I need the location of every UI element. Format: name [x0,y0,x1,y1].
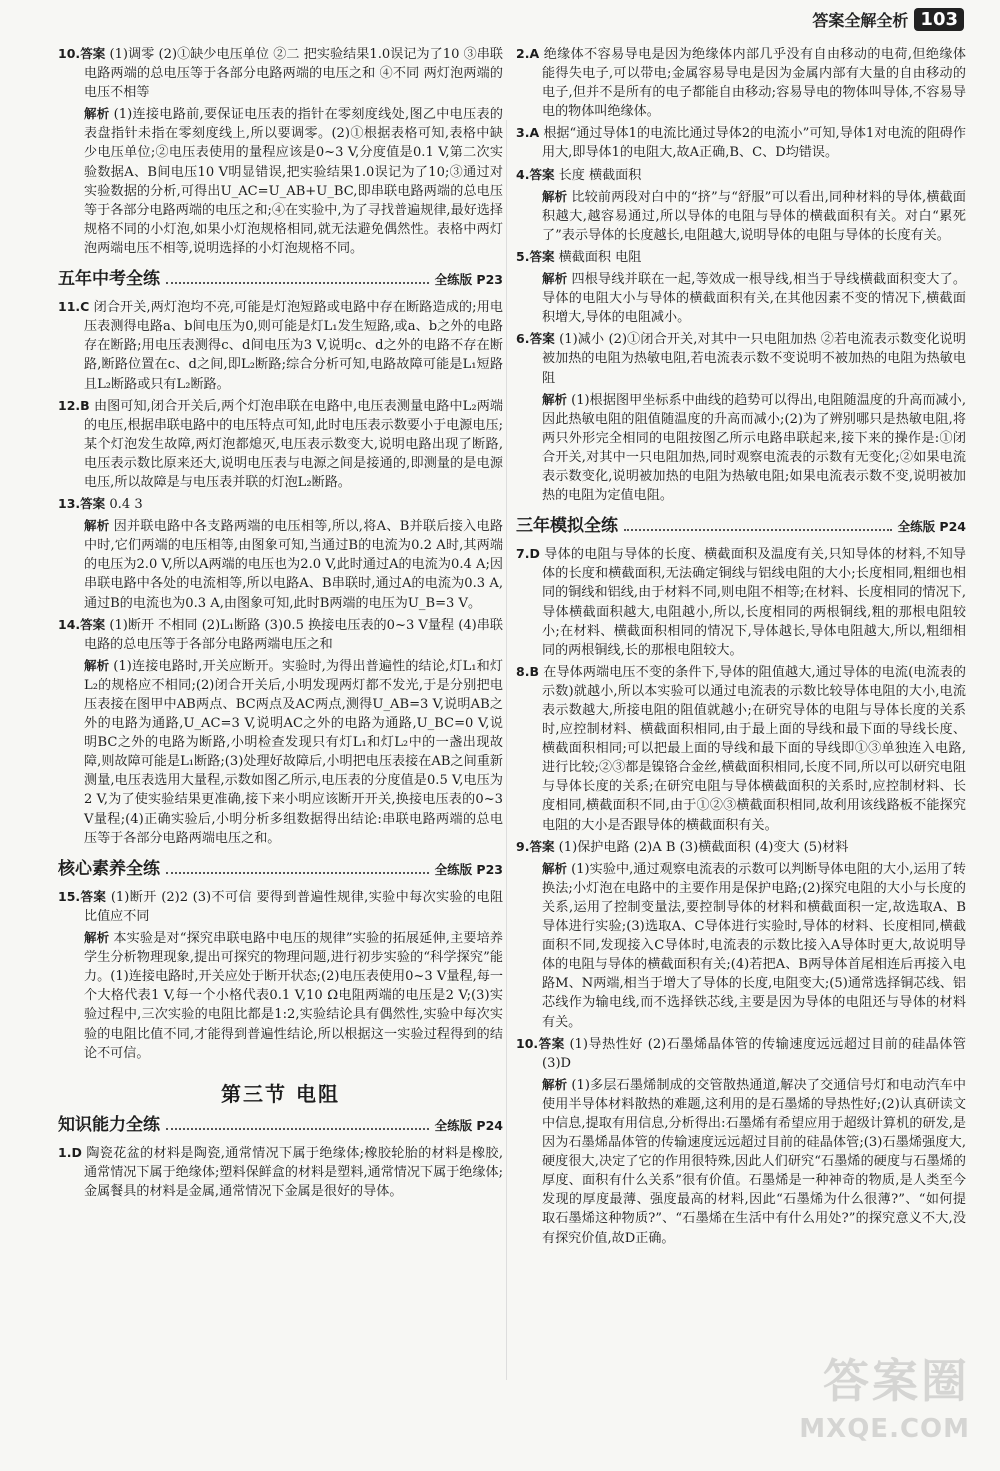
question-4-answer: 4.答案 长度 横截面积 [516,166,642,183]
left-column [58,44,503,1203]
question-10-right-explanation: 解析 (1)多层石墨烯制成的交管散热通道,解决了交通信号灯和电动汽车中使用半导体材料散热的难题,这利用的是石墨烯的导热性好;(2)认真研读文中信息,提取有用信息,分析得出:石墨烯有希望应用于超级计算机的研发,是因为石墨烯晶体管的传输速度远远超过目前的硅晶体管;(3)石墨烯强度大,硬度很大,决定了它的作用很特殊,因此人们研究“石墨烯的硬度与石墨烯的厚度、面积有什么关系”很有价值。石墨烯是一种神奇的物质,是人类至今发现的厚度最薄、强度最高的材料,因此“石墨烯为什么很薄?”、“如何提取石墨烯这种物质?”、“石墨烯在生活中有什么用处?”的探究意义不大,没有探究价值,故D正确。 [542,1076,966,1246]
question-9-answer: 9.答案 (1)保护电路 (2)A B (3)横截面积 (4)变大 (5)材料 [516,838,849,855]
page-header [812,8,964,31]
question-10-explanation: 解析 (1)连接电路前,要保证电压表的指针在零刻度线处,图乙中电压表的表盘指针未指在零刻度线上,所以要调零。(2)①根据表格可知,表格中缺少电压单位;②电压表使用的量程应该是0~3 V,分度值是0.1 V,第二次实验数据A、B间电压10 V明显错误,把实验结果1.0误记为了10;③通过对实验数据的分析,可得出U_AC=U_AB+U_BC,即串联电路两端的总电压等于各部分电路两端的电压之和;④在实验中,为了寻找普遍规律,最好选择规格不同的小灯泡,如果小灯泡规格相同,就无法避免偶然性。表格中两灯泡两端电压不相等,说明选择的小灯泡规格不同。 [84,106,503,256]
question-10-right-answer: 10.答案 (1)导热性好 (2)石墨烯晶体管的传输速度远远超过目前的硅晶体管 (3)D [516,1035,966,1071]
question-12: 12.B 由图可知,闭合开关后,两个灯泡串联在电路中,电压表测量电路中L₂两端的电压,根据串联电路中的电压特点可知,此时电压表示数要小于电源电压;某个灯泡发生故障,两灯泡都熄灭,电压表示数变大,说明电路出现了断路,电压表示数比原来还大,说明电压表与电源之间是接通的,即测量的是电源电压,所以故障是与电压表并联的灯泡L₂断路。 [58,397,503,490]
question-15-answer: 15.答案 (1)断开 (2)2 (3)不可信 要得到普遍性规律,实验中每次实验的电阻比值应不同 [58,888,503,924]
question-8: 8.B 在导体两端电压不变的条件下,导体的阻值越大,通过导体的电流(电流表的示数)就越小,所以本实验可以通过电流表的示数比较导体电阻的大小,电流表示数越大,所接电阻的阻值就越小;在研究导体的电阻与导体长度的关系时,应控制材料、横截面积相同,由于最上面的导线和最下面的导线长度、横截面积相同;可以把最上面的导线和最下面的导线即①③单独连入电路,进行比较;②③都是镍铬合金丝,横截面积相同,长度不同,所以可以研究电阻与导体长度的关系;在研究电阻与导体横截面积的关系时,应控制材料、长度相同,横截面积不同,由于①②③横截面积相同,故利用该线路板不能探究电阻的大小是否跟导体的横截面积有关。 [516,663,966,833]
question-3: 3.A 根据“通过导体1的电流比通过导体2的电流小”可知,导体1对电流的阻碍作用大,即导体1的电阻大,故A正确,B、C、D均错误。 [516,125,966,161]
question-5-explanation: 解析 四根导线并联在一起,等效成一根导线,相当于导线横截面积变大了。导体的电阻大小与导体的横截面积有关,在其他因素不变的情况下,横截面积增大,导体的电阻减小。 [542,271,966,326]
watermark-logo: 答案圈 MXQE.COM [799,1354,970,1444]
column-divider [506,120,507,1380]
page-number: 103 [914,8,964,31]
question-7: 7.D 导体的电阻与导体的长度、横截面积及温度有关,只知导体的材料,不知导体的长度和横截面积,无法确定铜线与铝线电阻的大小;长度相同,粗细也相同的铜线和铝线,由于材料不同,则电阻不相等;在材料、长度相同的情况下,导体横截面积越大,电阻越小,所以,长度相同的两根铜线,粗的那根电阻较小;在材料、横截面积相同的情况下,导体越长,导体电阻越大,所以,粗细相同的两根铜线,长的那根电阻较大。 [516,546,966,658]
question-15-explanation: 解析 本实验是对“探究串联电路中电压的规律”实验的拓展延伸,主要培养学生分析物理现象,提出可探究的物理问题,进行初步实验的“科学探究”能力。(1)连接电路时,开关应处于断开状态;(2)电压表使用0~3 V量程,每一个大格代表1 V,每一个小格代表0.1 V,10 Ω电阻两端的电压是2 V;(3)实验过程中,三次实验的电阻比都是1:2,实验结论具有偶然性,实验中每次实验的电阻比值不同,才能得到普遍性结论,所以根据这一实验过程得到的结论不可信。 [84,930,503,1061]
question-14-answer: 14.答案 (1)断开 不相同 (2)L₁断路 (3)0.5 换接电压表的0~3 V量程 (4)串联电路的总电压等于各部分电路两端电压之和 [58,616,503,652]
chapter-title: 第三节 电阻 [221,1081,340,1106]
question-13-explanation: 解析 因并联电路中各支路两端的电压相等,所以,将A、B并联后接入电路中时,它们两端的电压相等,由图象可知,当通过B的电流为0.2 A时,其两端的电压为2.0 V,所以A两端的电压也为2.0 V,此时通过A的电流为0.4 A;因串联电路中各处的电流相等,所以电路A、B串联时,通过A的电流为0.3 A,通过B的电流也为0.3 A,由图象可知,此时B两端的电压为U_B=3 V。 [84,518,503,611]
question-10-answer: 10.答案 (1)调零 (2)①缺少电压单位 ②二 把实验结果1.0误记为了10 ③串联电路两端的总电压等于各部分电路两端的电压之和 ④不同 两灯泡两端的电压不相等 [58,46,503,101]
section-header-core-literacy: 核心素养全练 全练版 P23 [58,858,503,879]
right-column [516,44,966,1250]
question-14-explanation: 解析 (1)连接电路时,开关应断开。实验时,为得出普遍性的结论,灯L₁和灯L₂的规格应不相同;(2)闭合开关后,小明发现两灯都不发光,于是分别把电压表接在图甲中AB两点、BC两点及AC两点,测得U_AB=3 V,说明AB之外的电路为通路,U_AC=3 V,说明AC之外的电路为通路,U_BC=0 V,说明BC之外的电路为断路,小明检查发现只有灯L₁和灯L₂中的一盏出现故障,则故障可能是L₁断路;(3)处理好故障后,小明把电压表接在AB之间重新测量,电压表选用大量程,示数如图乙所示,电压表的分度值是0.5 V,电压为2 V,为了使实验结果更准确,接下来小明应该断开开关,换接电压表的0~3 V量程;(4)正确实验后,小明分析多组数据得出结论:串联电路两端的总电压等于各部分电路两端电压之和。 [84,657,503,846]
header-title: 答案全解全析 [812,11,909,30]
question-11: 11.C 闭合开关,两灯泡均不亮,可能是灯泡短路或电路中存在断路造成的;用电压表测得电路a、b间电压为0,则可能是灯L₁发生短路,或a、b之外的电路存在断路;用电压表测得c、d间电压为3 V,说明c、d之外的电路不存在断路,断路位置在c、d之间,即L₂断路;综合分析可知,电路故障可能是L₁短路且L₂断路或只有L₂断路。 [58,299,504,392]
section-header-five-year: 五年中考全练 全练版 P23 [58,269,503,290]
question-5-answer: 5.答案 横截面积 电阻 [516,248,642,265]
question-9-explanation: 解析 (1)实验中,通过观察电流表的示数可以判断导体电阻的大小,运用了转换法;小灯泡在电路中的主要作用是保护电路;(2)探究电阻的大小与长度的关系,运用了控制变量法,要控制导体的材料和横截面积一定,故选取A、B导体进行实验;(3)选取A、C导体进行实验时,导体的材料、长度相同,横截面积不同,发现接入C导体时,电流表的示数比接入A导体时更大,故说明导体的电阻与导体的横截面积有关;(4)若把A、B两导体首尾相连后再接入电路M、N两端,相当于增大了导体的长度,电阻变大;(5)通常选择铜芯线、铝芯线作为输电线,而不选择铁芯线,主要是因为导体的电阻还与导体的材料有关。 [542,860,966,1030]
question-4-explanation: 解析 比较前两段对白中的“挤”与“舒服”可以看出,同种材料的导体,横截面积越大,越容易通过,所以导体的电阻与导体的横截面积有关。对白“累死了”表示导体的长度越长,电阻越大,说明导体的电阻与导体的长度有关。 [542,188,966,243]
question-2: 2.A 绝缘体不容易导电是因为绝缘体内部几乎没有自由移动的电荷,但绝缘体能得失电子,可以带电;金属容易导电是因为金属内部有大量的自由移动的电子,但并不是所有的电子都能自由移动;容易导电的物体叫导体,不容易导电的物体叫绝缘体。 [516,46,966,120]
section-header-three-year: 三年模拟全练 全练版 P24 [516,516,966,537]
question-6-answer: 6.答案 (1)减小 (2)①闭合开关,对其中一只电阻加热 ②若电流表示数变化说明被加热的电阻为热敏电阻,若电流表示数不变说明不被加热的电阻为热敏电阻 [516,331,966,386]
question-13-answer: 13.答案 0.4 3 [58,496,143,513]
section-header-knowledge: 知识能力全练 全练版 P24 [58,1114,503,1135]
question-6-explanation: 解析 (1)根据图甲坐标系中曲线的趋势可以得出,电阻随温度的升高而减小,因此热敏电阻的阻值随温度的升高而减小;(2)为了辨别哪只是热敏电阻,将两只外形完全相同的电阻按图乙所示电路串联起来,接下来的操作是:①闭合开关,对其中一只电阻加热,同时观察电流表的示数有无变化;②如果电流表示数变化,说明被加热的电阻为热敏电阻;如果电流表示数不变,说明被加热的电阻为定值电阻。 [542,391,966,504]
question-1: 1.D 陶瓷花盆的材料是陶瓷,通常情况下属于绝缘体;橡胶轮胎的材料是橡胶,通常情况下属于绝缘体;塑料保鲜盒的材料是塑料,通常情况下属于绝缘体;金属餐具的材料是金属,通常情况下金属是很好的导体。 [58,1144,503,1200]
